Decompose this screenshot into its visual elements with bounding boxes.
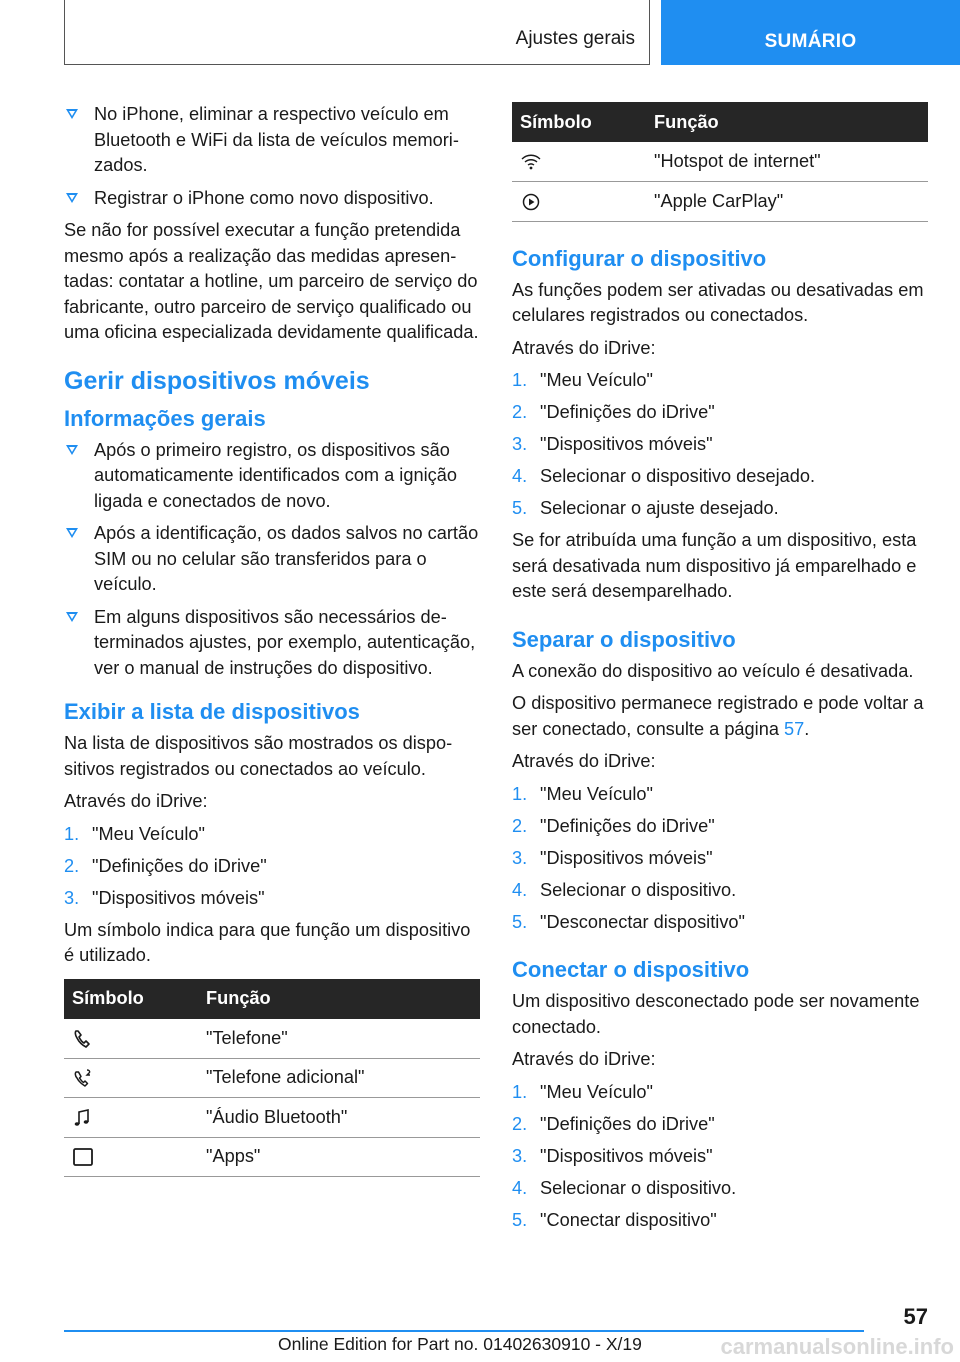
list-item: Após o primeiro registro, os dispositivos são automaticamente identificados com a ignição ligada e conectados de novo. [64, 438, 480, 515]
list-item: Registrar o iPhone como novo dispositivo. [64, 186, 480, 212]
edition-note: Online Edition for Part no. 01402630910 - X/19 [278, 1334, 642, 1354]
triangle-bullet-icon [66, 109, 78, 119]
function-cell: "Áudio Bluetooth" [198, 1098, 480, 1138]
left-column [64, 102, 480, 1181]
table-row [64, 1019, 480, 1059]
paragraph: Na lista de dispositivos são mostrados os dispositivos registrados ou conectados ao veículo. [64, 733, 453, 779]
step-item: 3. "Dispositivos móveis" [512, 1145, 713, 1166]
list-item: Após a identificação, os dados salvos no cartão SIM ou no celular são transferidos para o veículo. [64, 521, 480, 598]
paragraph: Através do iDrive: [512, 751, 656, 771]
table-row [64, 1137, 480, 1177]
steps-list [64, 822, 480, 912]
step-item: 1. "Meu Veículo" [512, 783, 654, 804]
page-number: 57 [903, 1304, 928, 1329]
list-item: No iPhone, eliminar a respectivo veículo em Bluetooth e WiFi da lista de veículos memorizados. [64, 102, 480, 179]
apps-square-icon [72, 1147, 94, 1167]
triangle-bullet-icon [66, 528, 78, 538]
function-cell: "Apps" [198, 1137, 480, 1177]
function-cell: "Apple CarPlay" [646, 182, 928, 222]
subsection-heading: Informações gerais [64, 405, 266, 431]
subsection-heading: Conectar o dispositivo [512, 957, 750, 982]
step-item: 4. Selecionar o dispositivo. [512, 1177, 737, 1198]
step-item: 2. "Definições do iDrive" [512, 402, 715, 422]
table-header-row [512, 102, 928, 142]
chapter-title: Ajustes gerais [515, 28, 635, 49]
paragraph: Se não for possível executar a função pretendida mesmo após a realização das medidas apresentadas: contatar a hotline, um parceiro de serviço do fabricante, outro parceiro de serviço qualificado ou uma oficina especializada devidamente qualificada. [64, 220, 479, 342]
summary-button[interactable]: SUMÁRIO [661, 0, 960, 65]
header-title-box [64, 0, 650, 65]
paragraph: As funções podem ser ativadas ou desativadas em celulares registrados ou conectados. [512, 279, 924, 325]
additional-phone-icon [72, 1068, 94, 1088]
step-item: 2. "Definições do iDrive" [512, 815, 715, 836]
column-header-function: Função [198, 979, 480, 1019]
table-row [64, 1098, 480, 1138]
carplay-icon [520, 192, 542, 212]
table-row [512, 142, 928, 182]
paragraph: Através do iDrive: [64, 791, 208, 811]
steps-list [512, 368, 928, 522]
triangle-bullet-icon [66, 193, 78, 203]
column-header-symbol: Símbolo [512, 102, 646, 142]
hotspot-icon [520, 152, 542, 172]
paragraph: Se for atribuída uma função a um dispositivo, esta será desativada num dispositivo já emparelhado e este será desemparelhado. [512, 530, 917, 601]
symbol-table [64, 979, 480, 1178]
step-item: 1. "Meu Veículo" [512, 1081, 654, 1102]
list-item: Em alguns dispositivos são necessários determinados ajustes, por exemplo, autenticação, ver o manual de instruções do dispositivo. [64, 605, 480, 682]
step-item: 3. "Dispositivos móveis" [512, 847, 713, 868]
paragraph: Um dispositivo desconectado pode ser novamente conectado. [512, 991, 920, 1037]
paragraph: O dispositivo permanece registrado e pode voltar a ser conectado, consulte a página 57. [512, 693, 924, 739]
subsection-heading: Separar o dispositivo [512, 626, 736, 652]
step-item: 4. Selecionar o dispositivo. [512, 879, 737, 900]
paragraph: A conexão do dispositivo ao veículo é desativada. [512, 660, 914, 681]
triangle-bullet-icon [66, 445, 78, 455]
subsection-heading: Exibir a lista de dispositivos [64, 699, 360, 724]
step-item: 5. Selecionar o ajuste desejado. [512, 498, 779, 518]
column-header-symbol: Símbolo [64, 979, 198, 1019]
table-row [64, 1058, 480, 1098]
step-item: 3. "Dispositivos móveis" [512, 434, 713, 454]
right-column [512, 102, 928, 1240]
section-heading: Gerir dispositivos móveis [64, 366, 370, 395]
triangle-bullet-icon [66, 612, 78, 622]
step-item: 5. "Conectar dispositivo" [512, 1209, 717, 1230]
page-header [64, 0, 960, 66]
subsection-heading: Configurar o dispositivo [512, 245, 767, 271]
steps-list [512, 1080, 928, 1234]
paragraph: Através do iDrive: [512, 337, 656, 358]
function-cell: "Telefone" [198, 1019, 480, 1059]
steps-list [512, 782, 928, 936]
paragraph: Através do iDrive: [512, 1049, 656, 1069]
table-row [512, 182, 928, 222]
symbol-table [512, 102, 928, 222]
table-header-row [64, 979, 480, 1019]
watermark: carmanualsonline.info [720, 1334, 954, 1359]
footer-divider [64, 1330, 864, 1332]
step-item: 1. "Meu Veículo" [64, 823, 206, 844]
phone-icon [72, 1029, 92, 1049]
function-cell: "Telefone adicional" [198, 1058, 480, 1098]
music-note-icon [72, 1108, 92, 1128]
paragraph: Um símbolo indica para que função um dispositivo é utilizado. [64, 919, 471, 965]
step-item: 1. "Meu Veículo" [512, 370, 654, 390]
function-cell: "Hotspot de internet" [646, 142, 928, 182]
step-item: 3. "Dispositivos móveis" [64, 887, 265, 908]
page-link[interactable]: 57 [784, 718, 805, 739]
step-item: 5. "Desconectar dispositivo" [512, 911, 745, 932]
column-header-function: Função [646, 102, 928, 142]
step-item: 2. "Definições do iDrive" [512, 1113, 715, 1134]
step-item: 2. "Definições do iDrive" [64, 855, 267, 876]
step-item: 4. Selecionar o dispositivo desejado. [512, 466, 816, 486]
